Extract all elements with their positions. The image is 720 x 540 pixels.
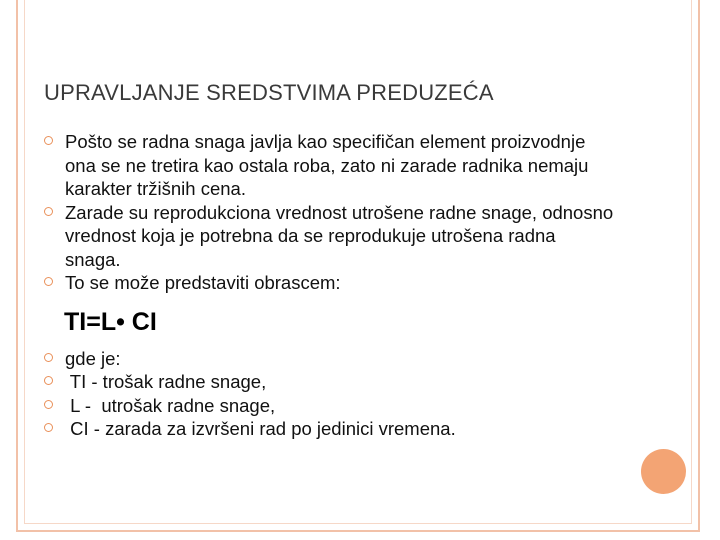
bullet-text: Pošto se radna snaga javlja kao specifičan element proizvodnje ona se ne tretira kao ostala roba, zato ni zarade radnika nemaju karakter tržišnih cena.: [65, 131, 589, 199]
bullet-text: TI - trošak radne snage,: [65, 371, 267, 392]
bullet-text: To se može predstaviti obrascem:: [65, 272, 341, 293]
formula: TI=L• CI: [64, 307, 157, 336]
hollow-circle-bullet-icon: [44, 277, 53, 286]
bullet-list-bottom: [44, 347, 614, 441]
hollow-circle-bullet-icon: [44, 376, 53, 385]
list-item: [44, 394, 614, 418]
hollow-circle-bullet-icon: [44, 207, 53, 216]
hollow-circle-bullet-icon: [44, 353, 53, 362]
list-item: [44, 417, 614, 441]
bullet-text: Zarade su reprodukciona vrednost utrošene radne snage, odnosno vrednost koja je potrebna da se reprodukuje utrošena radna snaga.: [65, 201, 614, 270]
list-item: [44, 130, 614, 201]
bullet-text: L - utrošak radne snage,: [65, 394, 276, 416]
slide-title: UPRAVLJANJE SREDSTVIMA PREDUZEĆA: [44, 80, 494, 105]
bullet-text: gde je:: [65, 347, 121, 369]
filled-circle-icon: [641, 449, 686, 494]
hollow-circle-bullet-icon: [44, 423, 53, 432]
bullet-text: CI - zarada za izvršeni rad po jedinici vremena.: [65, 418, 456, 439]
bullet-list-top: [44, 130, 614, 295]
slide-content: [44, 130, 614, 441]
hollow-circle-bullet-icon: [44, 136, 53, 145]
list-item: [44, 201, 614, 272]
list-item: [44, 271, 614, 295]
hollow-circle-bullet-icon: [44, 400, 53, 409]
list-item: [44, 370, 614, 394]
list-item: [44, 347, 614, 371]
